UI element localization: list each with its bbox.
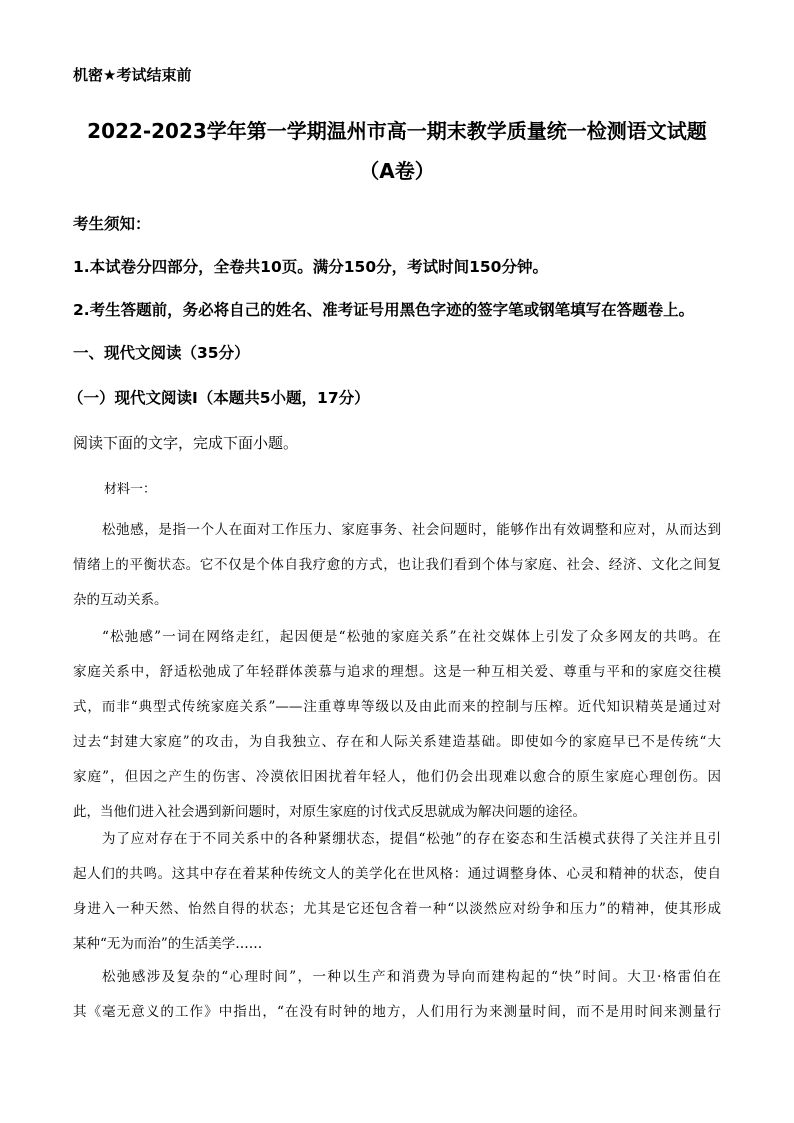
paragraph-line: 过去“封建大家庭”的攻击，为自我独立、存在和人际关系建造基础。即使如今的家庭早已不是传统“大 xyxy=(73,734,721,750)
paragraph-line: 松弛感涉及复杂的“心理时间”，一种以生产和消费为导向而建构起的“快”时间。大卫·格雷伯在 xyxy=(102,969,721,985)
paragraph-line: 家庭关系中，舒适松弛成了年轻群体羡慕与追求的理想。这是一种互相关爱、尊重与平和的家庭交往模 xyxy=(73,664,721,680)
paragraph-line: 起人们的共鸣。这其中存在着某种传统文人的美学化在世风格：通过调整身体、心灵和精神的状态，使自 xyxy=(73,866,721,882)
paragraph-line: 杂的互动关系。 xyxy=(73,592,168,608)
section-heading: 一、现代文阅读（35分） xyxy=(73,344,250,362)
paragraph-line: 身进入一种天然、怡然自得的状态；尤其是它还包含着一种“以淡然应对纷争和压力”的精神，使其形成 xyxy=(73,901,721,917)
paragraph-3 xyxy=(73,822,721,962)
exam-title: 2022-2023学年第一学期温州市高一期末教学质量统一检测语文试题 xyxy=(87,119,707,143)
subsection-heading: （一）现代文阅读Ⅰ（本题共5小题，17分） xyxy=(68,389,370,407)
reading-instruction: 阅读下面的文字，完成下面小题。 xyxy=(73,434,299,452)
paragraph-line: 家庭”，但因之产生的伤害、冷漠依旧困扰着年轻人，他们仍会出现难以愈合的原生家庭心理创伤。因 xyxy=(73,769,721,785)
paragraph-4 xyxy=(73,960,721,1030)
exam-volume-label: （A卷） xyxy=(359,159,435,183)
paragraph-line: “松弛感”一词在网络走红，起因便是“松弛的家庭关系”在社交媒体上引发了众多网友的共鸣。在 xyxy=(102,629,721,645)
notice-item-2: 2.考生答题前，务必将自己的姓名、准考证号用黑色字迹的签字笔或钢笔填写在答题卷上。 xyxy=(73,301,695,319)
confidential-label: 机密★考试结束前 xyxy=(73,66,192,84)
paragraph-2 xyxy=(73,620,721,830)
paragraph-line: 为了应对存在于不同关系中的各种紧绷状态，提倡“松弛”的存在姿态和生活模式获得了关注并且引 xyxy=(102,831,721,847)
paragraph-line: 情绪上的平衡状态。它不仅是个体自我疗愈的方式，也让我们看到个体与家庭、社会、经济、文化之间复 xyxy=(73,557,721,573)
material-label: 材料一： xyxy=(104,482,157,497)
paragraph-line: 松弛感，是指一个人在面对工作压力、家庭事务、社会问题时，能够作出有效调整和应对，从而达到 xyxy=(102,522,721,538)
paragraph-line: 此，当他们进入社会遇到新问题时，对原生家庭的讨伐式反思就成为解决问题的途径。 xyxy=(73,804,586,820)
paragraph-line: 其《毫无意义的工作》中指出，“在没有时钟的地方，人们用行为来测量时间，而不是用时间来测量行 xyxy=(73,1004,721,1020)
paragraph-1 xyxy=(73,513,721,618)
paragraph-line: 某种“无为而治”的生活美学…… xyxy=(73,936,263,952)
notice-item-1: 1.本试卷分四部分，全卷共10页。满分150分，考试时间150分钟。 xyxy=(73,258,548,276)
notice-heading: 考生须知： xyxy=(73,215,151,233)
paragraph-line: 式，而非“典型式传统家庭关系”——注重尊卑等级以及由此而来的控制与压榨。近代知识精英是通过对 xyxy=(73,699,721,715)
